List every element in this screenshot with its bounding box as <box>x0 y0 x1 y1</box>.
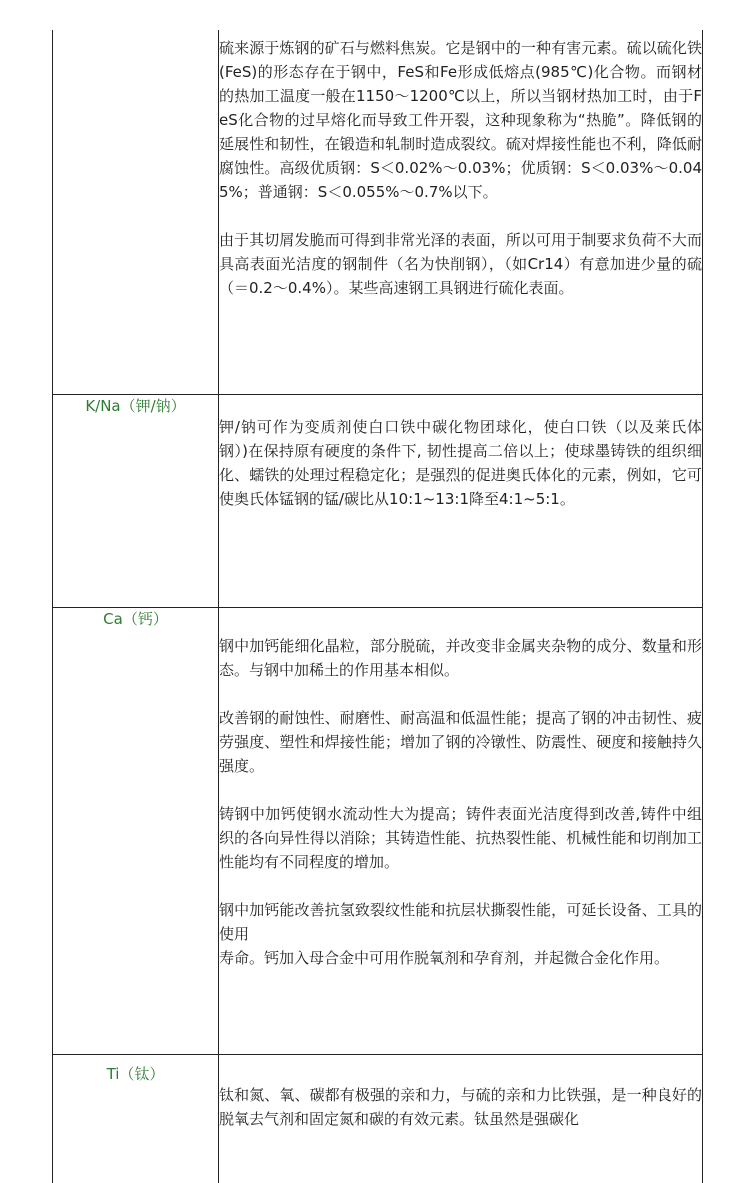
description-paragraph: 由于其切屑发脆而可得到非常光泽的表面，所以可用于制要求负荷不大而具高表面光洁度的钢制件（名为快削钢），（如Cr14）有意加进少量的硫（＝0.2～0.4%）。某些高速钢工具钢进行硫化表面。 <box>219 228 702 300</box>
element-name-cell: K/Na（钾/钠） <box>53 395 219 608</box>
description-paragraph: 铸钢中加钙使钢水流动性大为提高；铸件表面光洁度得到改善,铸件中组织的各向异性得以消除；其铸造性能、抗热裂性能、机械性能和切削加工性能均有不同程度的增加。 <box>219 802 702 874</box>
description-paragraph: 改善钢的耐蚀性、耐磨性、耐高温和低温性能；提高了钢的冲击韧性、疲劳强度、塑性和焊接性能；增加了钢的冷镦性、防震性、硬度和接触持久强度。 <box>219 706 702 778</box>
element-name-cell <box>53 30 219 395</box>
description-paragraph: 钢中加钙能细化晶粒，部分脱硫，并改变非金属夹杂物的成分、数量和形态。与钢中加稀土的作用基本相似。 <box>219 634 702 682</box>
description-paragraph: 钢中加钙能改善抗氢致裂纹性能和抗层状撕裂性能，可延长设备、工具的使用 寿命。钙加入母合金中可用作脱氧剂和孕育剂，并起微合金化作用。 <box>219 898 702 970</box>
element-description-cell <box>219 395 703 608</box>
table-row <box>53 30 703 395</box>
description-paragraph: 硫来源于炼钢的矿石与燃料焦炭。它是钢中的一种有害元素。硫以硫化铁(FeS)的形态存在于钢中，FeS和Fe形成低熔点(985℃)化合物。而钢材的热加工温度一般在1150～1200℃以上，所以当钢材热加工时，由于FeS化合物的过早熔化而导致工件开裂，这种现象称为“热脆”。降低钢的延展性和韧性，在锻造和轧制时造成裂纹。硫对焊接性能也不利，降低耐腐蚀性。高级优质钢：S＜0.02%～0.03%；优质钢：S＜0.03%～0.045%；普通钢：S＜0.055%～0.7%以下。 <box>219 36 702 204</box>
element-description-cell <box>219 1055 703 1183</box>
description-paragraph: 钾/钠可作为变质剂使白口铁中碳化物团球化，使白口铁（以及莱氏体钢）)在保持原有硬度的条件下, 韧性提高二倍以上；使球墨铸铁的组织细化、蠕铁的处理过程稳定化；是强烈的促进奥氏体化的元素，例如，它可使奥氏体锰钢的锰/碳比从10:1~13:1降至4:1~5:1。 <box>219 415 702 511</box>
table-row <box>53 608 703 1055</box>
element-description-cell <box>219 608 703 1055</box>
table-row <box>53 1055 703 1183</box>
element-name-cell: Ca（钙） <box>53 608 219 1055</box>
description-paragraph: 钛和氮、氧、碳都有极强的亲和力，与硫的亲和力比铁强，是一种良好的脱氧去气剂和固定氮和碳的有效元素。钛虽然是强碳化 <box>219 1083 702 1131</box>
table-row <box>53 395 703 608</box>
element-description-cell <box>219 30 703 395</box>
element-name-cell: Ti（钛） <box>53 1055 219 1183</box>
alloy-element-table <box>52 30 703 1183</box>
